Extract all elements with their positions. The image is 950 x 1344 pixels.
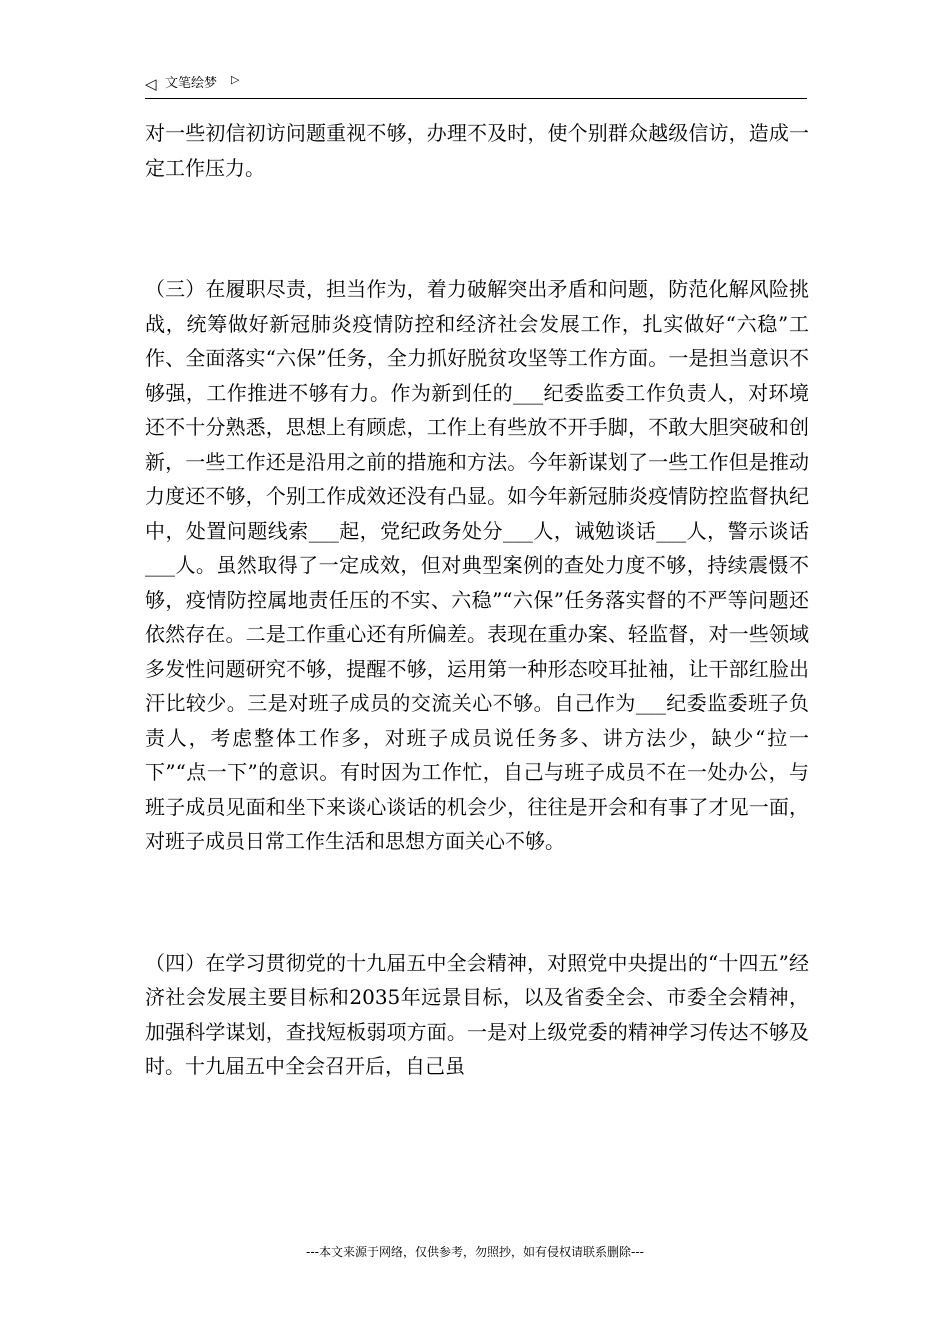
document-body — [145, 116, 809, 1084]
paragraph-continuation: 对一些初信初访问题重视不够，办理不及时，使个别群众越级信访，造成一定工作压力。 — [145, 121, 809, 180]
paragraph-section-four: （四）在学习贯彻党的十九届五中全会精神，对照党中央提出的“十四五”经济社会发展主要目标和2035年远景目标，以及省委全会、市委全会精神，加强科学谋划，查找短板弱项方面。一是对上级党委的精神学习传达不够及时。十九届五中全会召开后，自己虽 — [145, 950, 809, 1078]
paragraph-spacer — [145, 185, 809, 272]
header-title: 文笔绘梦 — [165, 76, 218, 91]
left-triangle-icon: ◁ — [145, 75, 157, 93]
page-header — [145, 72, 807, 99]
paragraph-spacer — [145, 859, 809, 946]
right-triangle-icon: ▷ — [231, 73, 240, 86]
footer-disclaimer: ---本文来源于网络，仅供参考，勿照抄，如有侵权请联系删除--- — [306, 1245, 644, 1259]
paragraph-section-three: （三）在履职尽责，担当作为，着力破解突出矛盾和问题，防范化解风险挑战，统筹做好新冠肺炎疫情防控和经济社会发展工作，扎实做好“六稳”工作、全面落实“六保”任务，全力抓好脱贫攻坚等工作方面。一是担当意识不够强，工作推进不够有力。作为新到任的___纪委监委工作负责人，对环境还不十分熟悉，思想上有顾虑，工作上有些放不开手脚，不敢大胆突破和创新，一些工作还是沿用之前的措施和方法。今年新谋划了一些工作但是推动力度还不够，个别工作成效还没有凸显。如今年新冠肺炎疫情防控监督执纪中，处置问题线索___起，党纪政务处分___人，诫勉谈话___人，警示谈话___人。虽然取得了一定成效，但对典型案例的查处力度不够，持续震慑不够，疫情防控属地责任压的不实、六稳”“六保”任务落实督的不严等问题还依然存在。二是工作重心还有所偏差。表现在重办案、轻监督，对一些领域多发性问题研究不够，提醒不够，运用第一种形态咬耳扯袖，让干部红脸出汗比较少。三是对班子成员的交流关心不够。自己作为___纪委监委班子负责人，考虑整体工作多，对班子成员说任务多、讲方法少，缺少“拉一下”“点一下”的意识。有时因为工作忙，自己与班子成员不在一处办公，与班子成员见面和坐下来谈心谈话的机会少，往往是开会和有事了才见一面，对班子成员日常工作生活和思想方面关心不够。 — [145, 277, 809, 853]
